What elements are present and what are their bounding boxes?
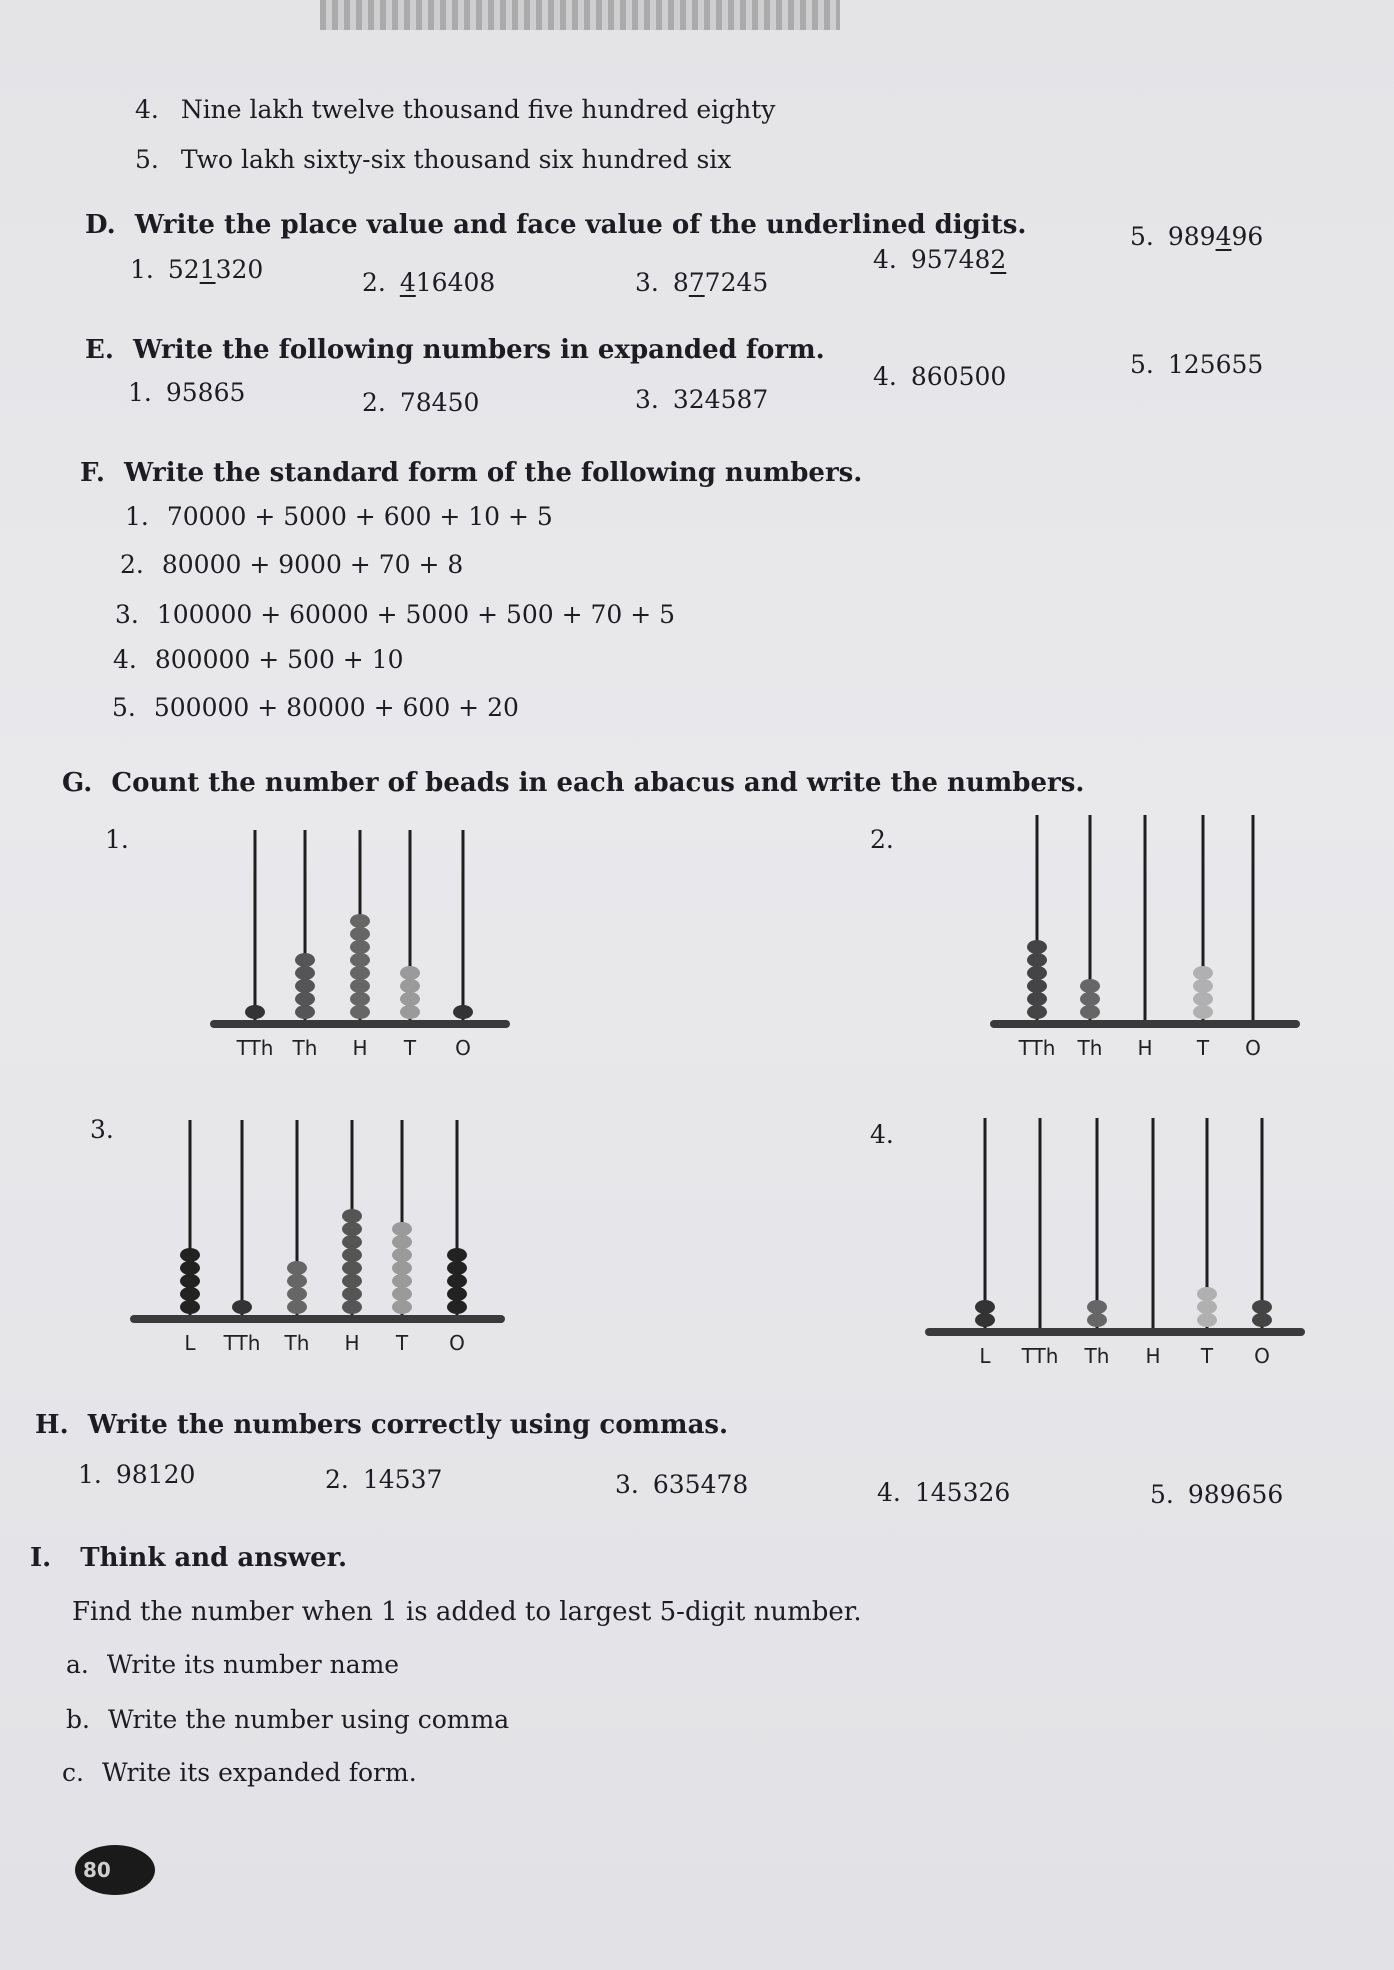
- abacus-number: 2.: [870, 825, 894, 854]
- h-item: [1150, 1480, 1283, 1509]
- abacus-rod-label: H: [344, 1331, 360, 1355]
- item-text: 98120: [115, 1460, 196, 1489]
- underlined-digit: 4: [399, 268, 416, 297]
- digits-after: 16408: [415, 268, 496, 297]
- item-number: 4.: [877, 1478, 901, 1507]
- e-item: [128, 378, 245, 407]
- abacus-bead: [447, 1274, 467, 1288]
- section-e-heading: [85, 335, 825, 365]
- item-text: 324587: [672, 385, 769, 414]
- abacus-bead: [295, 966, 315, 980]
- abacus-bead: [287, 1287, 307, 1301]
- section-letter: E.: [85, 335, 114, 365]
- abacus-bead: [392, 1222, 412, 1236]
- abacus-rod-label: T: [395, 1331, 409, 1355]
- e-item: [362, 388, 479, 417]
- abacus-bead: [1193, 992, 1213, 1006]
- abacus-rod-label: TTh: [1018, 1036, 1056, 1060]
- abacus-bead: [287, 1300, 307, 1314]
- abacus-bead: [1027, 940, 1047, 954]
- page-number: 80: [75, 1845, 155, 1895]
- abacus-bead: [342, 1248, 362, 1262]
- c-item-5: [135, 145, 731, 174]
- abacus-bead: [400, 979, 420, 993]
- abacus-bead: [350, 953, 370, 967]
- abacus-bead: [447, 1287, 467, 1301]
- abacus-bead: [392, 1248, 412, 1262]
- digits-after: 320: [215, 255, 264, 284]
- item-number: 4.: [113, 645, 137, 674]
- abacus-bead: [350, 914, 370, 928]
- item-number: 3.: [635, 268, 659, 297]
- abacus-number: 1.: [105, 825, 129, 854]
- f-item: [113, 645, 404, 674]
- abacus-3: [130, 1110, 505, 1355]
- item-number: 2.: [325, 1465, 349, 1494]
- underlined-digit: 2: [990, 245, 1007, 274]
- abacus-bead: [392, 1261, 412, 1275]
- item-text: Two lakh sixty-six thousand six hundred six: [180, 145, 732, 174]
- abacus-number: 4.: [870, 1120, 894, 1149]
- item-number: 1.: [78, 1460, 102, 1489]
- item-number: 4.: [873, 245, 897, 274]
- abacus-bead: [295, 979, 315, 993]
- e-item: [635, 385, 768, 414]
- abacus-bead: [1252, 1300, 1272, 1314]
- abacus-bead: [350, 979, 370, 993]
- abacus-bead: [975, 1313, 995, 1327]
- abacus-bead: [1197, 1287, 1217, 1301]
- abacus-bead: [232, 1300, 252, 1314]
- item-text: 500000 + 80000 + 600 + 20: [153, 693, 519, 722]
- item-text: Write its number name: [106, 1650, 400, 1679]
- abacus-bead: [400, 992, 420, 1006]
- digits-before: 52: [167, 255, 200, 284]
- abacus-bead: [1087, 1300, 1107, 1314]
- abacus-bead: [1027, 1005, 1047, 1019]
- abacus-bead: [1193, 979, 1213, 993]
- abacus-bead: [342, 1287, 362, 1301]
- abacus-bead: [287, 1274, 307, 1288]
- i-item: [66, 1650, 399, 1679]
- item-text: 145326: [914, 1478, 1011, 1507]
- f-item: [112, 693, 519, 722]
- h-item: [615, 1470, 748, 1499]
- section-letter: H.: [35, 1410, 69, 1440]
- d-item: [1130, 222, 1263, 251]
- abacus-bead: [350, 966, 370, 980]
- abacus-bead: [392, 1300, 412, 1314]
- item-text: 989656: [1187, 1480, 1284, 1509]
- abacus-base: [210, 1020, 510, 1028]
- item-text: 70000 + 5000 + 600 + 10 + 5: [166, 502, 553, 531]
- digits-before: 8: [672, 268, 689, 297]
- d-item: [362, 268, 495, 297]
- underlined-digit: 7: [688, 268, 705, 297]
- digits-after: 7245: [704, 268, 769, 297]
- c-item-4: [135, 95, 775, 124]
- item-number: 2.: [362, 388, 386, 417]
- item-text: Write its expanded form.: [101, 1758, 417, 1787]
- abacus-rod-label: T: [1196, 1036, 1210, 1060]
- section-h-heading: [35, 1410, 728, 1440]
- abacus-bead: [1027, 979, 1047, 993]
- item-value: [911, 245, 1006, 274]
- section-title: Write the place value and face value of the underlined digits.: [134, 210, 1027, 240]
- abacus-bead: [1080, 979, 1100, 993]
- abacus-rod-label: L: [184, 1331, 196, 1355]
- abacus-bead: [180, 1287, 200, 1301]
- section-letter: I.: [30, 1543, 52, 1573]
- section-letter: D.: [85, 210, 116, 240]
- page-top-edge: [320, 0, 840, 30]
- abacus-rod-label: H: [1145, 1344, 1161, 1368]
- digits-after: 96: [1231, 222, 1264, 251]
- d-item: [130, 255, 263, 284]
- abacus-bead: [447, 1300, 467, 1314]
- abacus-bead: [1080, 992, 1100, 1006]
- abacus-bead: [180, 1300, 200, 1314]
- abacus-4: [925, 1108, 1305, 1368]
- abacus-bead: [392, 1287, 412, 1301]
- section-letter: G.: [62, 768, 93, 798]
- item-text: 860500: [910, 362, 1007, 391]
- abacus-bead: [342, 1209, 362, 1223]
- item-number: 5.: [135, 145, 159, 174]
- item-text: Nine lakh twelve thousand five hundred eighty: [180, 95, 776, 124]
- item-value: [673, 268, 768, 297]
- abacus-bead: [1027, 992, 1047, 1006]
- abacus-bead: [975, 1300, 995, 1314]
- abacus-rod-label: TTh: [223, 1331, 261, 1355]
- item-number: 3.: [615, 1470, 639, 1499]
- abacus-base: [990, 1020, 1300, 1028]
- abacus-rod-label: H: [1137, 1036, 1153, 1060]
- item-text: 100000 + 60000 + 5000 + 500 + 70 + 5: [156, 600, 676, 629]
- item-number: 3.: [635, 385, 659, 414]
- abacus-base: [925, 1328, 1305, 1336]
- i-item: [66, 1705, 509, 1734]
- item-number: c.: [62, 1758, 84, 1787]
- underlined-digit: 4: [1215, 222, 1232, 251]
- item-number: 5.: [1130, 350, 1154, 379]
- item-text: 95865: [165, 378, 246, 407]
- section-letter: F.: [80, 458, 105, 488]
- section-title: Write the numbers correctly using commas.: [87, 1410, 729, 1440]
- abacus-rod-label: O: [1245, 1036, 1261, 1060]
- abacus-rod-label: T: [403, 1036, 417, 1060]
- item-value: [168, 255, 263, 284]
- abacus-rod-label: Th: [284, 1331, 310, 1355]
- abacus-bead: [180, 1261, 200, 1275]
- section-title: Think and answer.: [80, 1543, 348, 1573]
- f-item: [120, 550, 463, 579]
- abacus-bead: [342, 1222, 362, 1236]
- item-text: 800000 + 500 + 10: [154, 645, 404, 674]
- abacus-1: [210, 820, 510, 1060]
- underlined-digit: 1: [199, 255, 216, 284]
- item-number: 2.: [362, 268, 386, 297]
- abacus-rod-label: T: [1200, 1344, 1214, 1368]
- item-text: Write the number using comma: [107, 1705, 510, 1734]
- section-i-heading: [30, 1543, 347, 1573]
- abacus-rod-label: Th: [1077, 1036, 1103, 1060]
- f-item: [125, 502, 553, 531]
- abacus-bead: [392, 1274, 412, 1288]
- abacus-bead: [350, 927, 370, 941]
- item-value: [1168, 222, 1263, 251]
- abacus-bead: [392, 1235, 412, 1249]
- abacus-bead: [342, 1235, 362, 1249]
- abacus-bead: [342, 1300, 362, 1314]
- abacus-bead: [287, 1261, 307, 1275]
- section-title: Count the number of beads in each abacus and write the numbers.: [111, 768, 1085, 798]
- abacus-bead: [350, 992, 370, 1006]
- section-title: Write the standard form of the following numbers.: [123, 458, 863, 488]
- f-item: [115, 600, 675, 629]
- abacus-bead: [1087, 1313, 1107, 1327]
- item-number: 1.: [125, 502, 149, 531]
- section-title: Write the following numbers in expanded form.: [132, 335, 825, 365]
- item-text: 635478: [652, 1470, 749, 1499]
- abacus-bead: [400, 966, 420, 980]
- item-text: 125655: [1167, 350, 1264, 379]
- abacus-bead: [1193, 966, 1213, 980]
- abacus-bead: [1252, 1313, 1272, 1327]
- abacus-bead: [180, 1274, 200, 1288]
- abacus-number: 3.: [90, 1115, 114, 1144]
- item-text: 78450: [399, 388, 480, 417]
- abacus-bead: [295, 992, 315, 1006]
- abacus-bead: [295, 1005, 315, 1019]
- item-number: 4.: [873, 362, 897, 391]
- abacus-bead: [1027, 953, 1047, 967]
- abacus-rod-label: O: [1254, 1344, 1270, 1368]
- item-number: 1.: [128, 378, 152, 407]
- item-number: 5.: [112, 693, 136, 722]
- h-item: [78, 1460, 195, 1489]
- abacus-bead: [447, 1248, 467, 1262]
- d-item: [873, 245, 1006, 274]
- d-item: [635, 268, 768, 297]
- section-g-heading: [62, 768, 1084, 798]
- abacus-bead: [1197, 1300, 1217, 1314]
- abacus-rod-label: TTh: [236, 1036, 274, 1060]
- abacus-bead: [342, 1274, 362, 1288]
- item-number: 4.: [135, 95, 159, 124]
- abacus-bead: [453, 1005, 473, 1019]
- item-number: 3.: [115, 600, 139, 629]
- item-number: 5.: [1150, 1480, 1174, 1509]
- section-f-heading: [80, 458, 862, 488]
- abacus-bead: [1197, 1313, 1217, 1327]
- abacus-rod-label: O: [449, 1331, 465, 1355]
- abacus-2: [990, 810, 1300, 1060]
- abacus-rod-label: H: [352, 1036, 368, 1060]
- abacus-bead: [295, 953, 315, 967]
- abacus-bead: [342, 1261, 362, 1275]
- e-item: [1130, 350, 1263, 379]
- e-item: [873, 362, 1006, 391]
- item-text: 14537: [362, 1465, 443, 1494]
- item-number: b.: [66, 1705, 90, 1734]
- item-number: 2.: [120, 550, 144, 579]
- abacus-rod-label: TTh: [1021, 1344, 1059, 1368]
- abacus-bead: [1027, 966, 1047, 980]
- item-value: [400, 268, 495, 297]
- digits-before: 95748: [910, 245, 991, 274]
- abacus-base: [130, 1315, 505, 1323]
- abacus-bead: [400, 1005, 420, 1019]
- h-item: [877, 1478, 1010, 1507]
- i-item: [62, 1758, 417, 1787]
- abacus-bead: [350, 940, 370, 954]
- abacus-rod-label: Th: [292, 1036, 318, 1060]
- abacus-rod-label: O: [455, 1036, 471, 1060]
- section-i-prompt: Find the number when 1 is added to largest 5-digit number.: [72, 1597, 862, 1627]
- section-d-heading: [85, 210, 1026, 240]
- abacus-bead: [180, 1248, 200, 1262]
- digits-before: 989: [1167, 222, 1216, 251]
- abacus-rod-label: Th: [1084, 1344, 1110, 1368]
- abacus-bead: [1080, 1005, 1100, 1019]
- item-text: 80000 + 9000 + 70 + 8: [161, 550, 464, 579]
- abacus-rod-label: L: [979, 1344, 991, 1368]
- abacus-bead: [447, 1261, 467, 1275]
- item-number: 5.: [1130, 222, 1154, 251]
- abacus-bead: [350, 1005, 370, 1019]
- item-number: a.: [66, 1650, 89, 1679]
- h-item: [325, 1465, 442, 1494]
- item-number: 1.: [130, 255, 154, 284]
- abacus-bead: [1193, 1005, 1213, 1019]
- abacus-bead: [245, 1005, 265, 1019]
